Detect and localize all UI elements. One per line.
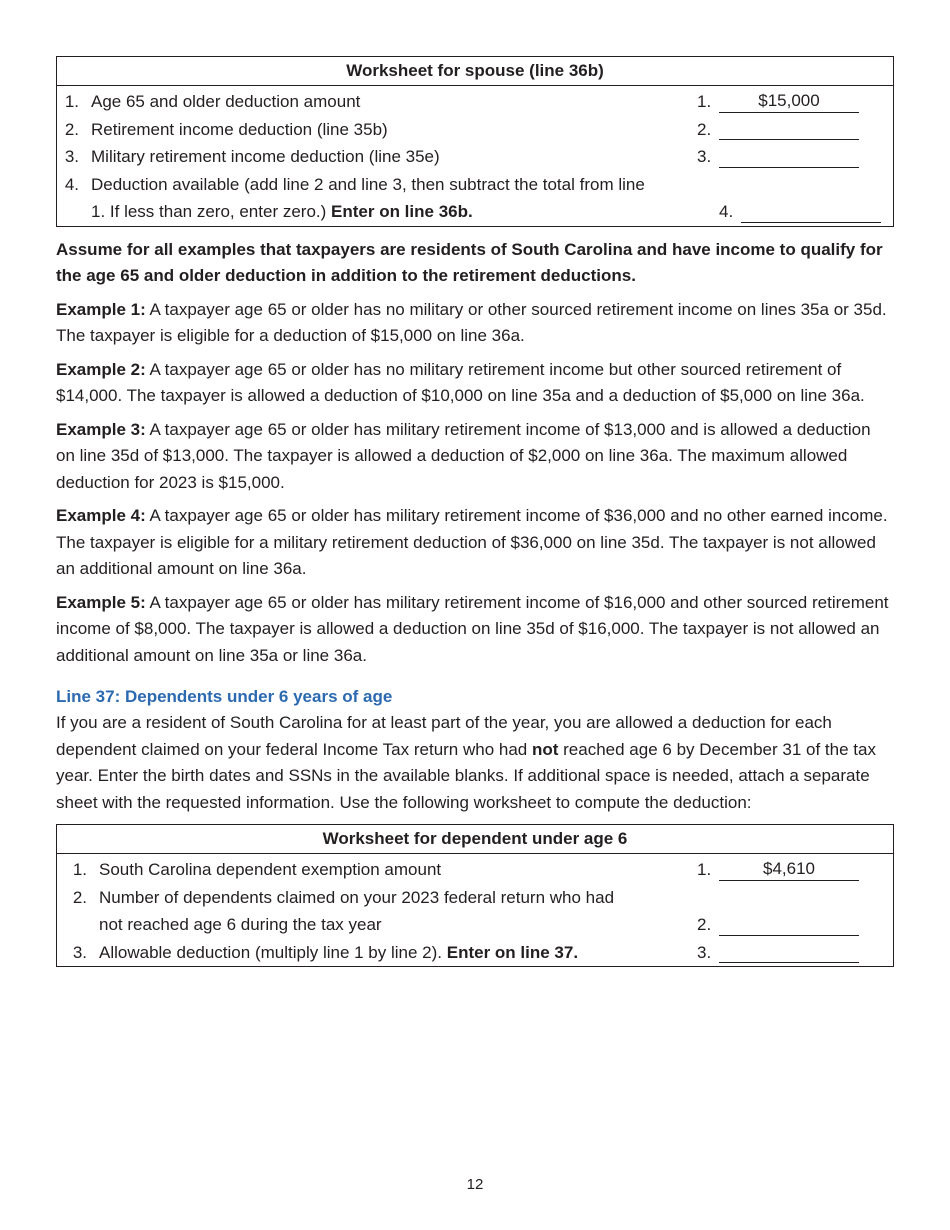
- row-description: South Carolina dependent exemption amount: [99, 860, 442, 879]
- row-description-line2: 1. If less than zero, enter zero.): [91, 202, 327, 221]
- worksheet-row: [57, 171, 893, 226]
- row-description: Age 65 and older deduction amount: [91, 92, 361, 111]
- line37-text-part2: reached age 6 by December 31 of the tax year. Enter the birth dates and SSNs in the available blanks. If additional space is needed, attach a separate sheet with the requested information. Use the following worksheet to compute the deduction:: [56, 739, 876, 812]
- row-number: 3.: [64, 147, 79, 166]
- row-reference: 2.: [697, 119, 712, 139]
- page-content: [56, 56, 894, 967]
- example-4: [56, 503, 894, 583]
- row-reference: 3.: [697, 147, 712, 166]
- worksheet-dependent: [56, 824, 894, 967]
- example-label: Example 2:: [56, 359, 146, 379]
- row-number: 2.: [72, 887, 87, 907]
- line37-paragraph: [56, 710, 894, 816]
- worksheet-row: [57, 939, 893, 967]
- example-text: A taxpayer age 65 or older has military retirement income of $16,000 and other sourced retirement income of $8,000. The taxpayer is allowed a deduction on line 35d of $16,000. The taxpayer is not allowed an additional amount on line 35a or line 36a.: [56, 592, 889, 665]
- example-label: Example 5:: [56, 592, 146, 612]
- row-number: 4.: [64, 174, 79, 194]
- amount-field[interactable]: [719, 913, 859, 936]
- row-instruction: Enter on line 36b.: [331, 202, 473, 221]
- row-description: Military retirement income deduction (line 35e): [91, 147, 440, 166]
- row-number: 1.: [72, 860, 87, 879]
- example-1: [56, 297, 894, 350]
- line37-text-bold: not: [531, 739, 559, 759]
- worksheet-row: [57, 856, 893, 884]
- row-number: 2.: [64, 119, 79, 139]
- row-description: [99, 939, 697, 967]
- row-description-line2: not reached age 6 during the tax year: [99, 915, 382, 934]
- row-reference: 4.: [719, 202, 734, 221]
- amount-field[interactable]: [719, 145, 859, 168]
- amount-field[interactable]: [741, 200, 881, 223]
- amount-field[interactable]: [719, 940, 859, 963]
- amount-field[interactable]: $4,610: [719, 858, 859, 881]
- row-number: 3.: [72, 942, 87, 962]
- row-description-text: Allowable deduction (multiply line 1 by line 2).: [99, 942, 443, 962]
- row-reference: 2.: [697, 915, 712, 934]
- example-label: Example 1:: [56, 299, 146, 319]
- worksheet-row: [57, 143, 893, 171]
- example-text: A taxpayer age 65 or older has no military or other sourced retirement income on lines 35a or 35d. The taxpayer is eligible for a deduction of $15,000 on line 36a.: [56, 299, 887, 345]
- example-text: A taxpayer age 65 or older has military retirement income of $13,000 and is allowed a deduction on line 35d of $13,000. The taxpayer is allowed a deduction of $2,000 on line 36a. The maximum allowed deduction for 2023 is $15,000.: [56, 419, 871, 492]
- row-description-line1: Number of dependents claimed on your 2023 federal return who had: [99, 887, 615, 907]
- example-label: Example 3:: [56, 419, 146, 439]
- line37-heading: Line 37: Dependents under 6 years of age: [56, 687, 393, 706]
- row-description: [91, 171, 719, 226]
- amount-field[interactable]: [719, 117, 859, 140]
- example-text: A taxpayer age 65 or older has no military retirement income but other sourced retirement of $14,000. The taxpayer is allowed a deduction of $10,000 on line 35a and a deduction of $5,000 on line 36a.: [56, 359, 865, 405]
- worksheet-row: [57, 116, 893, 144]
- worksheet-spouse: [56, 56, 894, 227]
- example-3: [56, 417, 894, 497]
- example-label: Example 4:: [56, 506, 146, 525]
- line37-text-part1: If you are a resident of South Carolina for at least part of the year, you are allowed a deduction for each dependent claimed on your federal Income Tax return who had: [56, 713, 832, 759]
- row-reference: 1.: [697, 860, 712, 879]
- example-2: [56, 357, 894, 410]
- row-description: Retirement income deduction (line 35b): [91, 119, 388, 139]
- row-description-line1: Deduction available (add line 2 and line 3, then subtract the total from line: [91, 174, 645, 194]
- row-description: [99, 884, 697, 939]
- amount-field[interactable]: $15,000: [719, 90, 859, 113]
- row-reference: 3.: [697, 942, 712, 962]
- row-number: 1.: [64, 92, 79, 111]
- worksheet-dependent-title: Worksheet for dependent under age 6: [57, 825, 893, 854]
- examples-intro: Assume for all examples that taxpayers are residents of South Carolina and have income to qualify for the age 65 and older deduction in addition to the retirement deductions.: [56, 239, 883, 285]
- example-5: [56, 590, 894, 670]
- example-text: A taxpayer age 65 or older has military retirement income of $36,000 and no other earned income. The taxpayer is eligible for a military retirement deduction of $36,000 on line 35d. The taxpayer is not allowed an additional amount on line 36a.: [56, 506, 888, 578]
- worksheet-row: [57, 88, 893, 116]
- row-instruction: Enter on line 37.: [446, 942, 579, 962]
- worksheet-row: [57, 884, 893, 939]
- worksheet-spouse-title: Worksheet for spouse (line 36b): [57, 57, 893, 86]
- page-number: 12: [466, 1176, 484, 1193]
- row-reference: 1.: [697, 92, 712, 111]
